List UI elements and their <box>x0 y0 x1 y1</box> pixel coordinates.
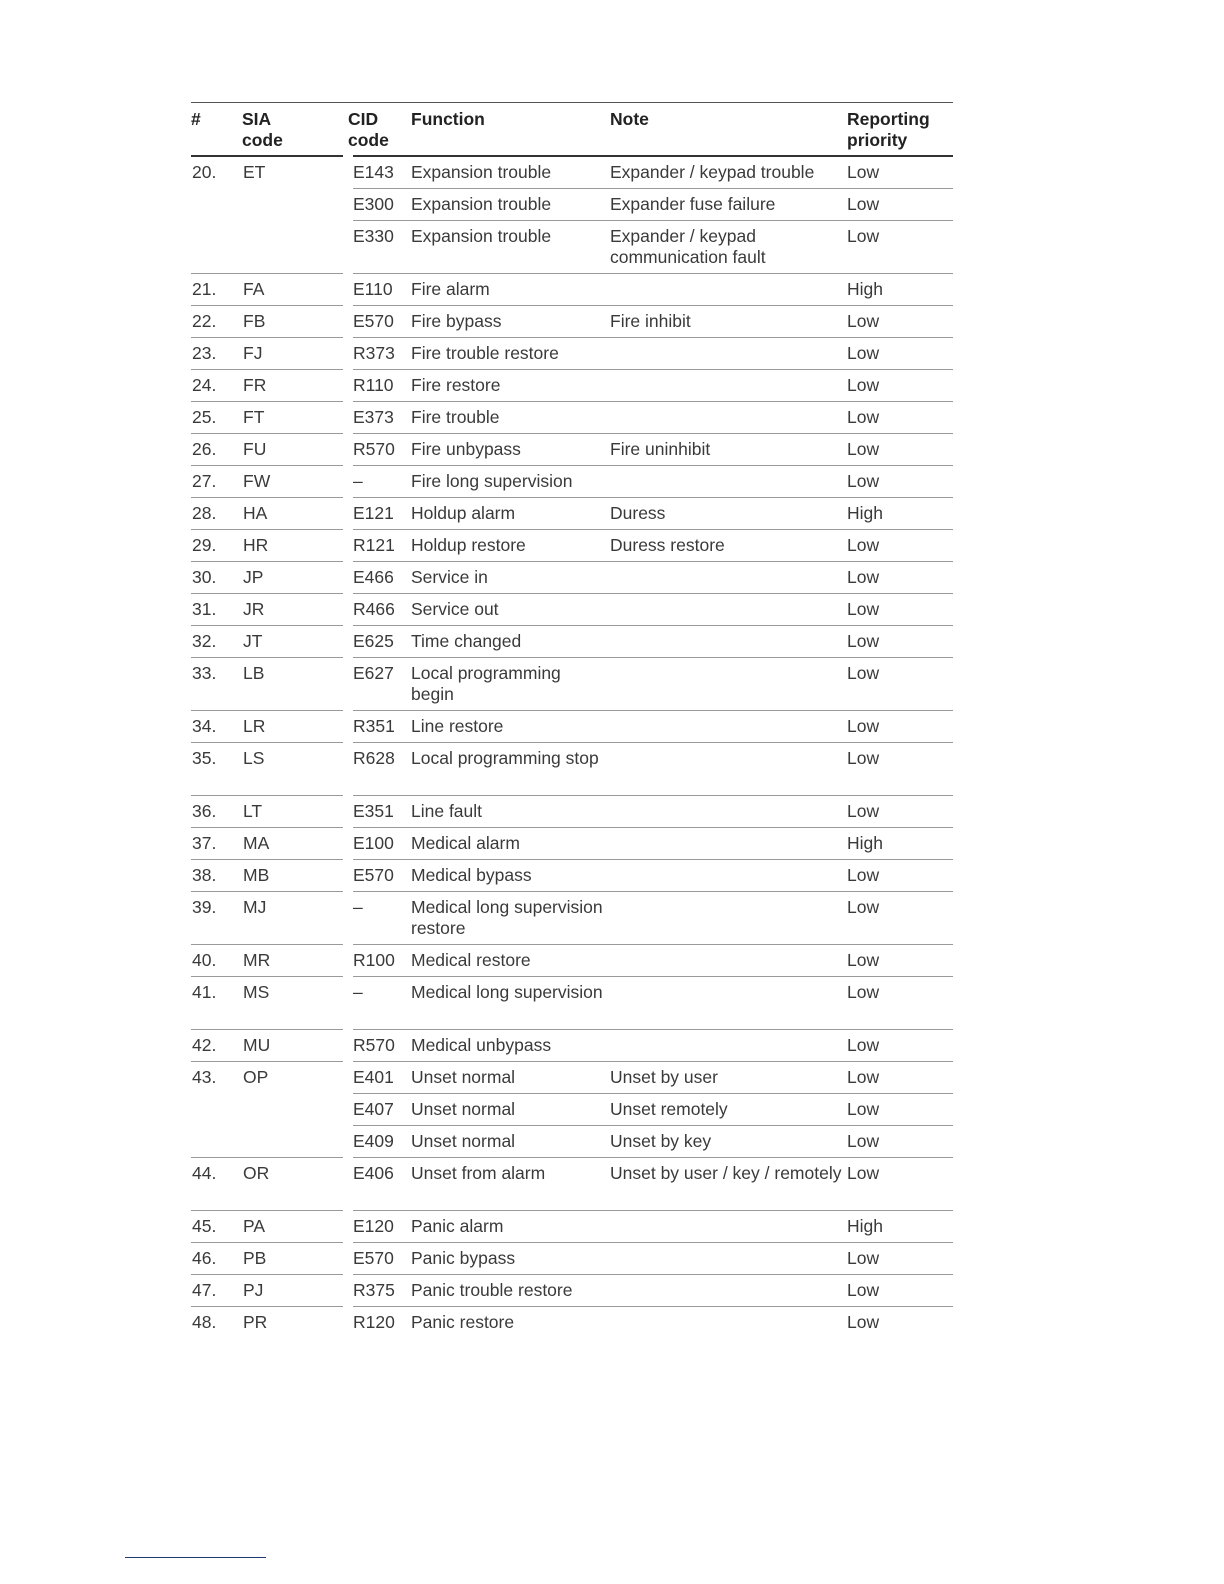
cell-note: Expander fuse failure <box>610 189 847 221</box>
cell-cid-code: R110 <box>348 370 411 402</box>
table-row <box>191 1158 953 1211</box>
cell-function: Panic restore <box>411 1307 610 1339</box>
table-row <box>191 1062 953 1094</box>
cell-number: 34. <box>191 711 242 743</box>
cell-function: Medical long supervision restore <box>411 892 610 945</box>
cell-note <box>610 402 847 434</box>
cell-sia-code: FJ <box>242 338 348 370</box>
cell-number: 25. <box>191 402 242 434</box>
cell-number <box>191 221 242 274</box>
cell-function: Medical alarm <box>411 828 610 860</box>
cell-note: Fire inhibit <box>610 306 847 338</box>
cell-sia-code: MS <box>242 977 348 1030</box>
cell-function: Service out <box>411 594 610 626</box>
cell-number <box>191 1094 242 1126</box>
cell-note: Unset by user / key / remotely <box>610 1158 847 1211</box>
table-row <box>191 498 953 530</box>
cell-cid-code: R466 <box>348 594 411 626</box>
cell-sia-code: JP <box>242 562 348 594</box>
cell-note: Expander / keypad communication fault <box>610 221 847 274</box>
cell-cid-code: E373 <box>348 402 411 434</box>
cell-priority: Low <box>847 189 953 221</box>
cell-note: Unset by user <box>610 1062 847 1094</box>
table-row <box>191 1094 953 1126</box>
cell-cid-code: E121 <box>348 498 411 530</box>
cell-number: 29. <box>191 530 242 562</box>
cell-function: Unset from alarm <box>411 1158 610 1211</box>
table-row <box>191 221 953 274</box>
cell-sia-code <box>242 1094 348 1126</box>
cell-sia-code: OR <box>242 1158 348 1211</box>
cell-cid-code: R121 <box>348 530 411 562</box>
cell-sia-code: MB <box>242 860 348 892</box>
cell-priority: Low <box>847 306 953 338</box>
cell-priority: Low <box>847 1126 953 1158</box>
cell-priority: Low <box>847 977 953 1030</box>
cell-number: 42. <box>191 1030 242 1062</box>
cell-cid-code: – <box>348 466 411 498</box>
cell-note <box>610 711 847 743</box>
cell-priority: Low <box>847 945 953 977</box>
cell-priority: Low <box>847 892 953 945</box>
cell-priority: Low <box>847 1062 953 1094</box>
cell-function: Fire trouble restore <box>411 338 610 370</box>
cell-cid-code: E570 <box>348 1243 411 1275</box>
cell-function: Fire restore <box>411 370 610 402</box>
cell-priority: Low <box>847 658 953 711</box>
table-row <box>191 1126 953 1158</box>
cell-number: 32. <box>191 626 242 658</box>
cell-function: Expansion trouble <box>411 189 610 221</box>
cell-note <box>610 945 847 977</box>
cell-cid-code: E466 <box>348 562 411 594</box>
cell-cid-code: R375 <box>348 1275 411 1307</box>
cell-sia-code: PJ <box>242 1275 348 1307</box>
cell-function: Expansion trouble <box>411 162 552 182</box>
cell-sia-code: OP <box>242 1062 348 1094</box>
table-body <box>191 156 953 1338</box>
cell-function: Holdup restore <box>411 530 610 562</box>
table-row <box>191 189 953 221</box>
cell-note <box>610 1243 847 1275</box>
table-row <box>191 1307 953 1339</box>
cell-sia-code: FA <box>242 274 348 306</box>
table-row <box>191 1030 953 1062</box>
table-row <box>191 562 953 594</box>
cell-number: 44. <box>191 1158 242 1211</box>
cell-number: 27. <box>191 466 242 498</box>
cell-priority: Low <box>847 796 953 828</box>
cell-cid-code: E625 <box>348 626 411 658</box>
table-row <box>191 402 953 434</box>
table-row <box>191 945 953 977</box>
cell-note <box>610 338 847 370</box>
cell-function: Unset normal <box>411 1062 610 1094</box>
cell-cid-code: R570 <box>348 434 411 466</box>
cell-priority: Low <box>847 1030 953 1062</box>
cell-cid-code: R100 <box>348 945 411 977</box>
cell-cid-code: E351 <box>348 796 411 828</box>
cell-function: Local programming begin <box>411 658 610 711</box>
cell-function: Fire trouble <box>411 402 610 434</box>
cell-cid-code: E143 <box>353 162 394 182</box>
cell-cid-code: E330 <box>348 221 411 274</box>
cell-note <box>610 370 847 402</box>
cell-sia-code: MR <box>242 945 348 977</box>
header-reporting-priority <box>847 103 953 157</box>
cell-sia-code: PR <box>242 1307 348 1339</box>
cell-number: 39. <box>191 892 242 945</box>
cell-note <box>610 860 847 892</box>
cell-cid-code: E110 <box>348 274 411 306</box>
cell-number: 30. <box>191 562 242 594</box>
cell-number: 21. <box>191 274 242 306</box>
cell-cid-code: E100 <box>348 828 411 860</box>
cell-function: Fire bypass <box>411 306 610 338</box>
cell-note <box>610 274 847 306</box>
cell-function: Medical long supervision <box>411 977 610 1030</box>
cell-number: 20. <box>192 162 217 182</box>
cell-note <box>610 466 847 498</box>
cell-cid-code: E570 <box>348 860 411 892</box>
cell-sia-code: JT <box>242 626 348 658</box>
cell-cid-code: R120 <box>348 1307 411 1339</box>
cell-priority: Low <box>847 402 953 434</box>
cell-function: Holdup alarm <box>411 498 610 530</box>
cell-function: Time changed <box>411 626 610 658</box>
table-header-row <box>191 103 953 157</box>
cell-sia-code: FR <box>242 370 348 402</box>
cell-function: Unset normal <box>411 1126 610 1158</box>
table-row <box>191 1275 953 1307</box>
cell-cid-code: E407 <box>348 1094 411 1126</box>
cell-sia-code: FW <box>242 466 348 498</box>
cell-sia-code: LR <box>242 711 348 743</box>
header-cid-line1: CID <box>348 109 379 129</box>
table-row <box>191 338 953 370</box>
cell-number: 23. <box>191 338 242 370</box>
cell-number: 22. <box>191 306 242 338</box>
cell-priority: Low <box>847 594 953 626</box>
table-row <box>191 306 953 338</box>
cell-priority: Low <box>847 743 953 796</box>
cell-sia-code: FU <box>242 434 348 466</box>
header-sia-code <box>242 103 348 157</box>
cell-function: Line restore <box>411 711 610 743</box>
cell-number: 26. <box>191 434 242 466</box>
header-number: # <box>191 103 242 157</box>
cell-function: Service in <box>411 562 610 594</box>
cell-note <box>610 796 847 828</box>
cell-cid-code: R628 <box>348 743 411 796</box>
header-priority-line1: Reporting <box>847 109 930 129</box>
header-sia-line1: SIA <box>242 109 272 129</box>
cell-priority: Low <box>847 530 953 562</box>
header-cid-code <box>348 103 411 157</box>
cell-note <box>610 977 847 1030</box>
cell-number: 35. <box>191 743 242 796</box>
cell-function: Medical restore <box>411 945 610 977</box>
cell-number: 31. <box>191 594 242 626</box>
footnote-separator <box>125 1557 266 1558</box>
cell-sia-code: MA <box>242 828 348 860</box>
cell-sia-code: HR <box>242 530 348 562</box>
cell-cid-code: E409 <box>348 1126 411 1158</box>
cell-note <box>610 1307 847 1339</box>
cell-number: 46. <box>191 1243 242 1275</box>
table-row <box>191 711 953 743</box>
cell-function: Medical unbypass <box>411 1030 610 1062</box>
cell-priority: Low <box>847 626 953 658</box>
cell-sia-code: LT <box>242 796 348 828</box>
table-row <box>191 743 953 796</box>
cell-note <box>610 892 847 945</box>
table-row <box>191 658 953 711</box>
sia-cid-event-table <box>191 102 953 1338</box>
cell-number: 43. <box>191 1062 242 1094</box>
cell-priority: Low <box>847 466 953 498</box>
table-row <box>191 977 953 1030</box>
cell-number <box>191 189 242 221</box>
cell-priority: Low <box>847 1243 953 1275</box>
cell-number: 28. <box>191 498 242 530</box>
cell-priority: High <box>847 498 953 530</box>
cell-priority: High <box>847 828 953 860</box>
cell-note <box>610 828 847 860</box>
cell-number <box>191 1126 242 1158</box>
cell-note: Unset remotely <box>610 1094 847 1126</box>
cell-sia-code: FT <box>242 402 348 434</box>
cell-number: 47. <box>191 1275 242 1307</box>
cell-sia-code <box>242 221 348 274</box>
cell-number: 24. <box>191 370 242 402</box>
cell-note: Duress <box>610 498 847 530</box>
cell-sia-code: HA <box>242 498 348 530</box>
cell-note: Unset by key <box>610 1126 847 1158</box>
cell-sia-code <box>242 1126 348 1158</box>
table-row <box>191 626 953 658</box>
cell-cid-code: E406 <box>348 1158 411 1211</box>
cell-sia-code: MU <box>242 1030 348 1062</box>
cell-note <box>610 1275 847 1307</box>
cell-function: Panic alarm <box>411 1211 610 1243</box>
table-row <box>191 1243 953 1275</box>
cell-priority: Low <box>847 338 953 370</box>
cell-sia-code: FB <box>242 306 348 338</box>
table-row <box>191 892 953 945</box>
header-function: Function <box>411 103 610 157</box>
header-note: Note <box>610 103 847 157</box>
cell-priority: Low <box>847 860 953 892</box>
table-row <box>191 466 953 498</box>
cell-priority: Low <box>847 1307 953 1339</box>
header-cid-line2: code <box>348 130 389 150</box>
cell-cid-code: – <box>348 892 411 945</box>
cell-cid-code: E120 <box>348 1211 411 1243</box>
cell-sia-code <box>242 189 348 221</box>
cell-cid-code: E570 <box>348 306 411 338</box>
header-priority-line2: priority <box>847 130 908 150</box>
cell-note <box>610 1211 847 1243</box>
cell-function: Local programming stop <box>411 743 610 796</box>
cell-note <box>610 658 847 711</box>
cell-priority: Low <box>847 221 953 274</box>
cell-note <box>610 626 847 658</box>
cell-priority: High <box>847 274 953 306</box>
table-row <box>191 860 953 892</box>
cell-sia-code: PA <box>242 1211 348 1243</box>
cell-function: Unset normal <box>411 1094 610 1126</box>
cell-cid-code: E300 <box>348 189 411 221</box>
cell-priority: Low <box>847 370 953 402</box>
cell-function: Line fault <box>411 796 610 828</box>
cell-note <box>610 1030 847 1062</box>
header-sia-line2: code <box>242 130 283 150</box>
cell-number: 38. <box>191 860 242 892</box>
cell-function: Expansion trouble <box>411 221 610 274</box>
table-row <box>191 156 953 189</box>
cell-priority: Low <box>847 562 953 594</box>
cell-number: 40. <box>191 945 242 977</box>
cell-function: Fire unbypass <box>411 434 610 466</box>
cell-number: 33. <box>191 658 242 711</box>
table-row <box>191 1211 953 1243</box>
cell-function: Fire alarm <box>411 274 610 306</box>
cell-number: 36. <box>191 796 242 828</box>
cell-number: 45. <box>191 1211 242 1243</box>
cell-cid-code: R570 <box>348 1030 411 1062</box>
cell-note <box>610 562 847 594</box>
table-row <box>191 796 953 828</box>
table-row <box>191 828 953 860</box>
cell-priority: Low <box>847 162 880 182</box>
cell-cid-code: R373 <box>348 338 411 370</box>
cell-cid-code: R351 <box>348 711 411 743</box>
cell-function: Medical bypass <box>411 860 610 892</box>
cell-cid-code: E401 <box>348 1062 411 1094</box>
table-row <box>191 370 953 402</box>
cell-sia-code: JR <box>242 594 348 626</box>
cell-priority: Low <box>847 711 953 743</box>
table-row <box>191 530 953 562</box>
cell-priority: Low <box>847 434 953 466</box>
cell-number: 37. <box>191 828 242 860</box>
table-row <box>191 274 953 306</box>
cell-function: Fire long supervision <box>411 466 610 498</box>
cell-function: Panic trouble restore <box>411 1275 610 1307</box>
cell-note: Duress restore <box>610 530 847 562</box>
cell-note: Expander / keypad trouble <box>610 162 815 182</box>
cell-sia-code: LB <box>242 658 348 711</box>
table-row <box>191 434 953 466</box>
cell-note <box>610 594 847 626</box>
cell-priority: Low <box>847 1158 953 1211</box>
cell-number: 48. <box>191 1307 242 1339</box>
table-row <box>191 594 953 626</box>
cell-priority: Low <box>847 1275 953 1307</box>
cell-sia-code: PB <box>242 1243 348 1275</box>
cell-cid-code: E627 <box>348 658 411 711</box>
cell-note: Fire uninhibit <box>610 434 847 466</box>
cell-sia-code: LS <box>242 743 348 796</box>
cell-sia-code: ET <box>242 156 348 189</box>
cell-function: Panic bypass <box>411 1243 610 1275</box>
cell-priority: Low <box>847 1094 953 1126</box>
cell-sia-code: MJ <box>242 892 348 945</box>
cell-note <box>610 743 847 796</box>
cell-cid-code: – <box>348 977 411 1030</box>
cell-number: 41. <box>191 977 242 1030</box>
cell-priority: High <box>847 1211 953 1243</box>
